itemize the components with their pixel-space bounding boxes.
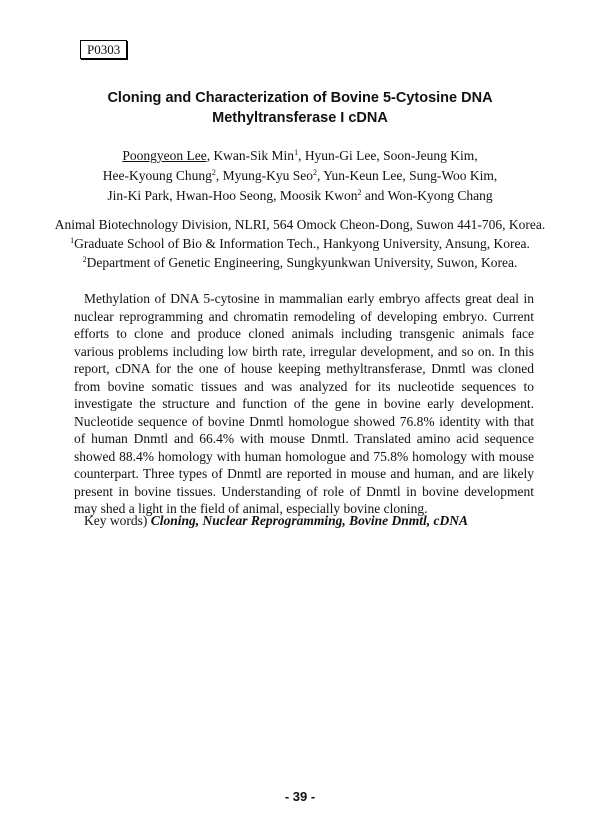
affiliation-marker: 2: [82, 255, 87, 264]
paper-code-box: P0303: [80, 40, 127, 59]
affiliation-marker: 1: [294, 148, 299, 157]
affiliation-marker: 2: [357, 188, 362, 197]
affiliation-1: $^1$Graduate School of Bio & Information Tech., Hankyong University, Ansung, Korea.: [70, 236, 530, 251]
author-line-3: Jin-Ki Park, Hwan-Hoo Seong, Moosik Kwon$^2$ and Won-Kyong Chang: [107, 188, 493, 203]
paper-title: [40, 88, 560, 128]
affiliation-marker: 1: [70, 236, 75, 245]
author: Hee-Kyoung Chung: [102, 168, 212, 183]
affiliation-marker: 2: [312, 168, 317, 177]
author-list: [40, 146, 560, 206]
author: Hwan-Hoo Seong: [176, 188, 274, 203]
keywords-line: [84, 512, 544, 530]
author: Sung-Woo Kim: [409, 168, 494, 183]
author: Soon-Jeung Kim: [383, 148, 475, 163]
keywords-terms: Cloning, Nuclear Reprogramming, Bovine Dnmtl, cDNA: [150, 513, 469, 528]
affiliation-main: Animal Biotechnology Division, NLRI, 564 Omock Cheon-Dong, Suwon 441-706, Korea.: [54, 217, 546, 232]
conjunction: and: [364, 188, 385, 203]
author: Moosik Kwon: [279, 188, 358, 203]
abstract-paragraph: Methylation of DNA 5-cytosine in mammalian early embryo affects great deal in nuclear reprogramming and chromatin remodeling of developing embryo. Current efforts to clone and produce cloned animals including transgenic animals face various problems including low birth rate, irregular development, and so on. In this report, cDNA for the one of house keeping methyltransferase, Dnmtl was cloned from bovine somatic tissues and was analyzed for its nucleotide sequences to investigate the structure and function of the gene in bovine early development. Nucleotide sequence of bovine Dnmtl homologue showed 76.8% identity with that of human Dnmtl and 66.4% with mouse Dnmtl. Translated amino acid sequence showed 88.4% homology with human homologue and 75.8% homology with mouse counterpart. Three types of Dnmtl are reported in mouse and human, and are likely present in bovine tissues. Understanding of role of Dnmtl in bovine development may shed a light in the field of animal, especially bovine cloning.: [74, 291, 534, 516]
author: Myung-Kyu Seo: [222, 168, 313, 183]
author: Yun-Keun Lee: [323, 168, 403, 183]
affiliation-marker: 2: [211, 168, 216, 177]
title-line-2: Methyltransferase I cDNA: [212, 110, 388, 126]
title-line-1: Cloning and Characterization of Bovine 5-Cytosine DNA: [107, 90, 493, 106]
affiliation-2: $^2$Department of Genetic Engineering, Sungkyunkwan University, Suwon, Korea.: [82, 255, 518, 270]
keywords-label: Key words): [84, 513, 148, 528]
author: Hyun-Gi Lee: [304, 148, 377, 163]
author-line-2: Hee-Kyoung Chung$^2$, Myung-Kyu Seo$^2$, Yun-Keun Lee, Sung-Woo Kim,: [102, 168, 498, 183]
author: Jin-Ki Park: [107, 188, 170, 203]
page-number: - 39 -: [284, 789, 316, 804]
presenting-author: Poongyeon Lee: [122, 148, 207, 163]
author: Won-Kyong Chang: [387, 188, 493, 203]
author-line-1: Poongyeon Lee, Kwan-Sik Min$^1$, Hyun-Gi Lee, Soon-Jeung Kim,: [122, 148, 478, 163]
author: Kwan-Sik Min: [213, 148, 295, 163]
affiliation-list: [40, 215, 560, 272]
